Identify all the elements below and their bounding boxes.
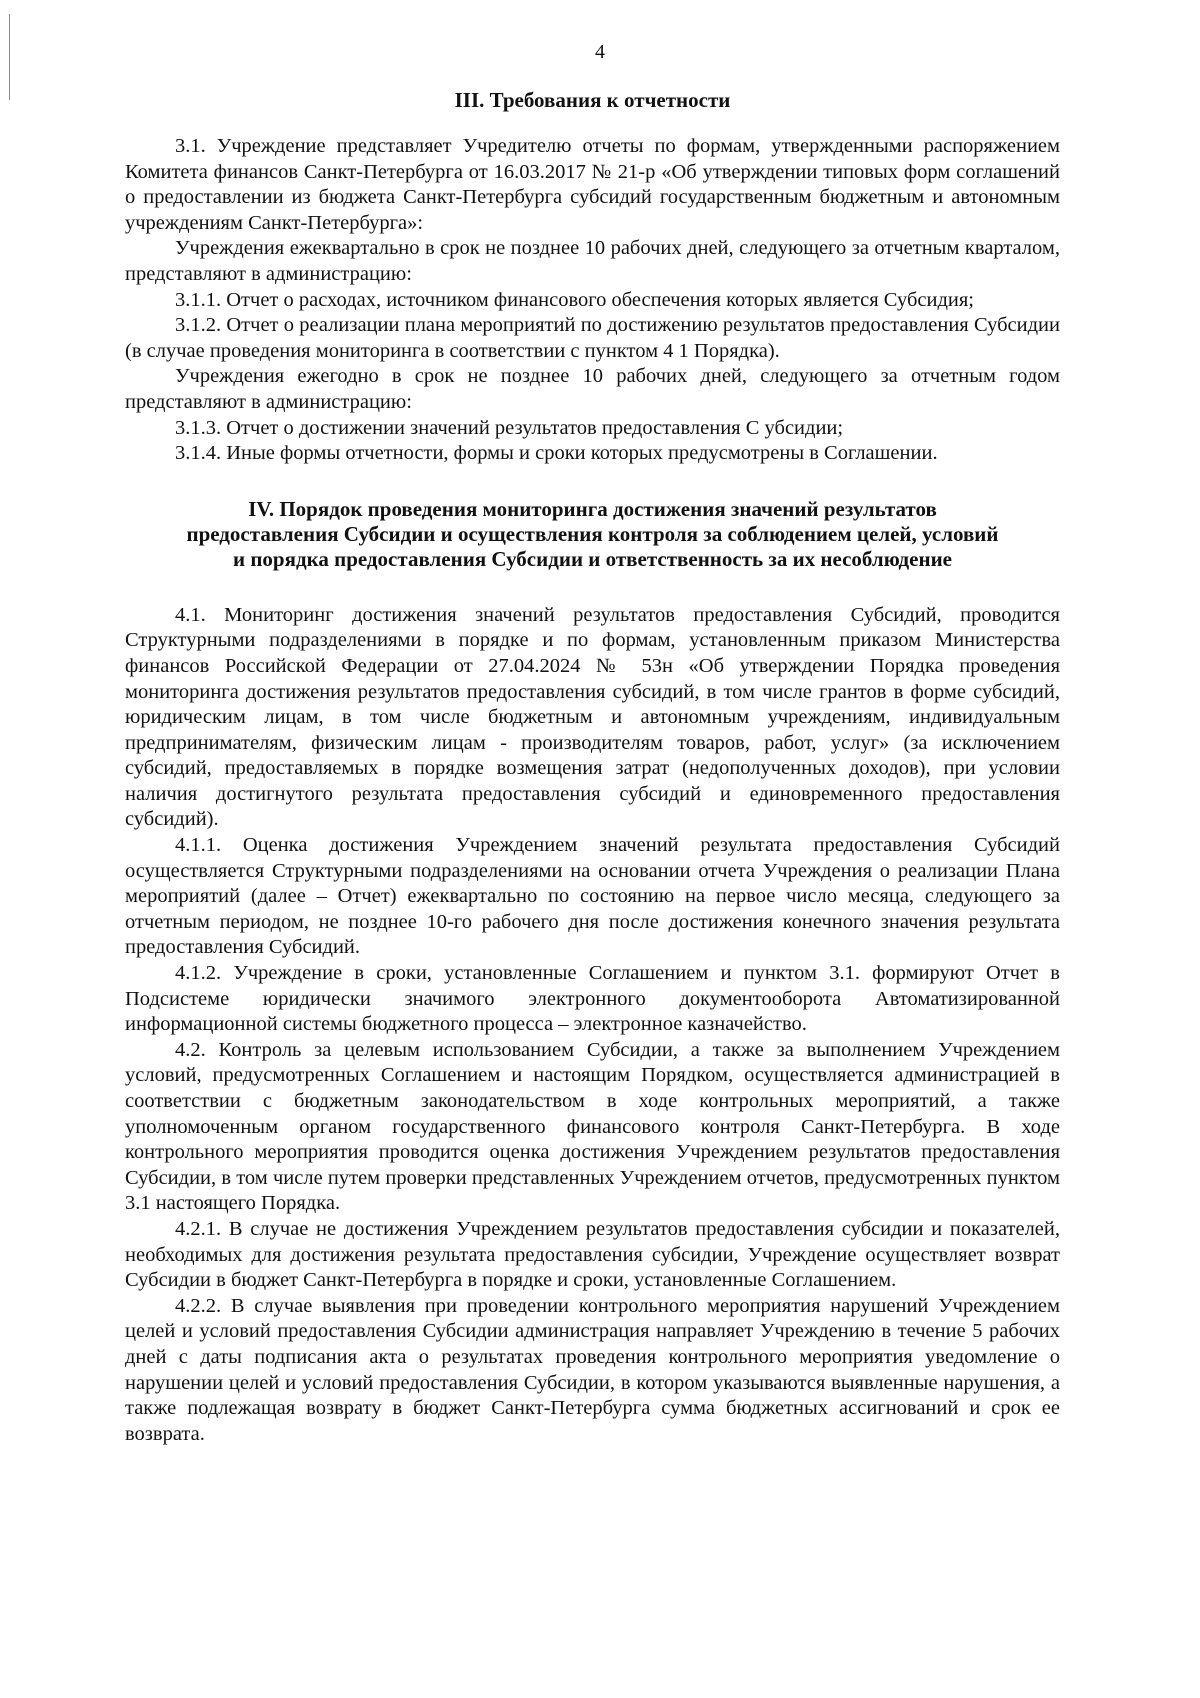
paragraph-3-1: 3.1. Учреждение представляет Учредителю отчеты по формам, утвержденными распоряжением Комитета финансов Санкт-Петербурга от 16.03.2017 № 21-р «Об утверждении типовых форм соглашений о предоставлении из бюджета Санкт-Петербурга субсидий государственным бюджетным и автономным учреждениям Санкт-Петербурга»: [125,135,1060,234]
paragraph-3-1-3: 3.1.3. Отчет о достижении значений результатов предоставления С убсидии; [175,416,844,439]
paragraph-quarterly-intro: Учреждения ежеквартально в срок не позднее 10 рабочих дней, следующего за отчетным кварталом, представляют в администрацию: [125,237,1060,285]
paragraph-4-1: 4.1. Мониторинг достижения значений результатов предоставления Субсидий, проводится Структурными подразделениями в порядке и по формам, установленным приказом Министерства финансов Российской Федерации от 27.04.2024 № 53н «Об утверждении Порядка проведения мониторинга достижения результатов предоставления субсидий, в том числе грантов в форме субсидий, юридическим лицам, в том числе бюджетным и автономным учреждениям, индивидуальным предпринимателям, физическим лицам - производителям товаров, работ, услуг» (за исключением субсидий, предоставляемых в порядке возмещения затрат (недополученных доходов), при условии наличия достигнутого результата предоставления субсидий и единовременного предоставления субсидий). [125,603,1060,831]
section-4-title-line: и порядка предоставления Субсидии и ответственность за их несоблюдение [232,546,953,571]
section-4-title-line: IV. Порядок проведения мониторинга достижения значений результатов [248,496,937,521]
paragraph-4-1-2: 4.1.2. Учреждение в сроки, установленные Соглашением и пунктом 3.1. формируют Отчет в Подсистеме юридически значимого электронного документооборота Автоматизированной информационной системы бюджетного процесса – электронное казначейство. [125,962,1060,1036]
page-number: 4 [595,41,605,63]
section-3-title: III. Требования к отчетности [454,88,731,112]
section-4-title-line: предоставления Субсидии и осуществления контроля за соблюдением целей, условий [186,521,999,546]
paragraph-4-2-2: 4.2.2. В случае выявления при проведении контрольного мероприятия нарушений Учреждением целей и условий предоставления Субсидии администрация направляет Учреждению в течение 5 рабочих дней с даты подписания акта о результатах проведения контрольного мероприятия уведомление о нарушении целей и условий предоставления Субсидии, в котором указываются выявленные нарушения, а также подлежащая возврату в бюджет Санкт-Петербурга сумма бюджетных ассигнований и срок ее возврата. [125,1294,1060,1445]
document-body [125,88,1060,1447]
paragraph-annual-intro: Учреждения ежегодно в срок не позднее 10 рабочих дней, следующего за отчетным годом представляют в администрацию: [125,365,1060,413]
paragraph-4-2-1: 4.2.1. В случае не достижения Учреждением результатов предоставления субсидии и показателей, необходимых для достижения результата предоставления субсидии, Учреждение осуществляет возврат Субсидии в бюджет Санкт-Петербурга в порядке и сроки, установленные Соглашением. [125,1217,1060,1292]
paragraph-4-1-1: 4.1.1. Оценка достижения Учреждением значений результата предоставления Субсидий осуществляется Структурными подразделениями на основании отчета Учреждения о реализации Плана мероприятий (далее – Отчет) ежеквартально по состоянию на первое число месяца, следующего за отчетным периодом, не позднее 10-го рабочего дня после достижения конечного значения результата предоставления Субсидий. [125,834,1060,959]
paragraph-3-1-4: 3.1.4. Иные формы отчетности, формы и сроки которых предусмотрены в Соглашении. [175,442,938,465]
paragraph-3-1-1: 3.1.1. Отчет о расходах, источником финансового обеспечения которых является Субсидия; [175,288,974,311]
section-4-title [125,497,1060,572]
paragraph-4-2: 4.2. Контроль за целевым использованием Субсидии, а также за выполнением Учреждением условий, предусмотренных Соглашением и настоящим Порядком, осуществляется администрацией в соответствии с бюджетным законодательством в ходе контрольных мероприятий, а также уполномоченным органом государственного финансового контроля Санкт-Петербурга. В ходе контрольного мероприятия проводится оценка достижения Учреждением результатов предоставления Субсидии, в том числе путем проверки представленных Учреждением отчетов, предусмотренных пунктом 3.1 настоящего Порядка. [125,1038,1060,1215]
paragraph-3-1-2: 3.1.2. Отчет о реализации плана мероприятий по достижению результатов предоставления Субсидии (в случае проведения мониторинга в соответствии с пунктом 4 1 Порядка). [125,314,1060,362]
